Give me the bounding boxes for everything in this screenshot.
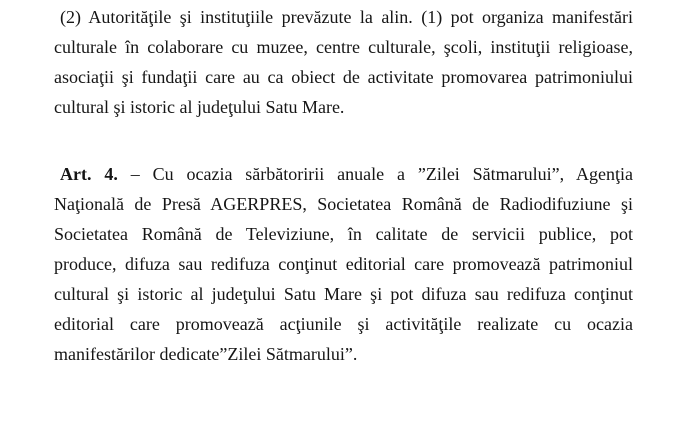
text-line: cultural şi istoric al judeţului Satu Mare. xyxy=(54,97,345,117)
article-number-label: Art. 4. xyxy=(60,164,118,184)
text-line: Naţională de Presă AGERPRES, Societatea Română de Radiodifuziune şi xyxy=(54,194,633,214)
text-line-rest: – Cu ocazia sărbătoririi anuale a ”Zilei Sătmarului”, Agenţia xyxy=(130,164,634,184)
paragraph-art-4 xyxy=(54,159,633,369)
text-line: cultural şi istoric al judeţului Satu Mare şi pot difuza sau redifuza conţinut xyxy=(54,284,633,304)
text-line: (2) Autorităţile şi instituţiile prevăzute la alin. (1) pot organiza manifestări xyxy=(60,7,633,27)
text-line: culturale în colaborare cu muzee, centre culturale, şcoli, instituţii religioase, xyxy=(54,37,633,57)
text-line xyxy=(54,159,633,189)
text-line: asociaţii şi fundaţii care au ca obiect de activitate promovarea patrimoniului xyxy=(54,67,633,87)
text-line: manifestărilor dedicate”Zilei Sătmarului”. xyxy=(54,344,358,364)
text-line: Societatea Română de Televiziune, în calitate de servicii publice, pot xyxy=(54,224,633,244)
text-line: editorial care promovează acţiunile şi activităţile realizate cu ocazia xyxy=(54,314,633,334)
document-text-block xyxy=(54,2,633,369)
paragraph-alin-2 xyxy=(54,2,633,122)
text-line: produce, difuza sau redifuza conţinut editorial care promovează patrimoniul xyxy=(54,254,633,274)
